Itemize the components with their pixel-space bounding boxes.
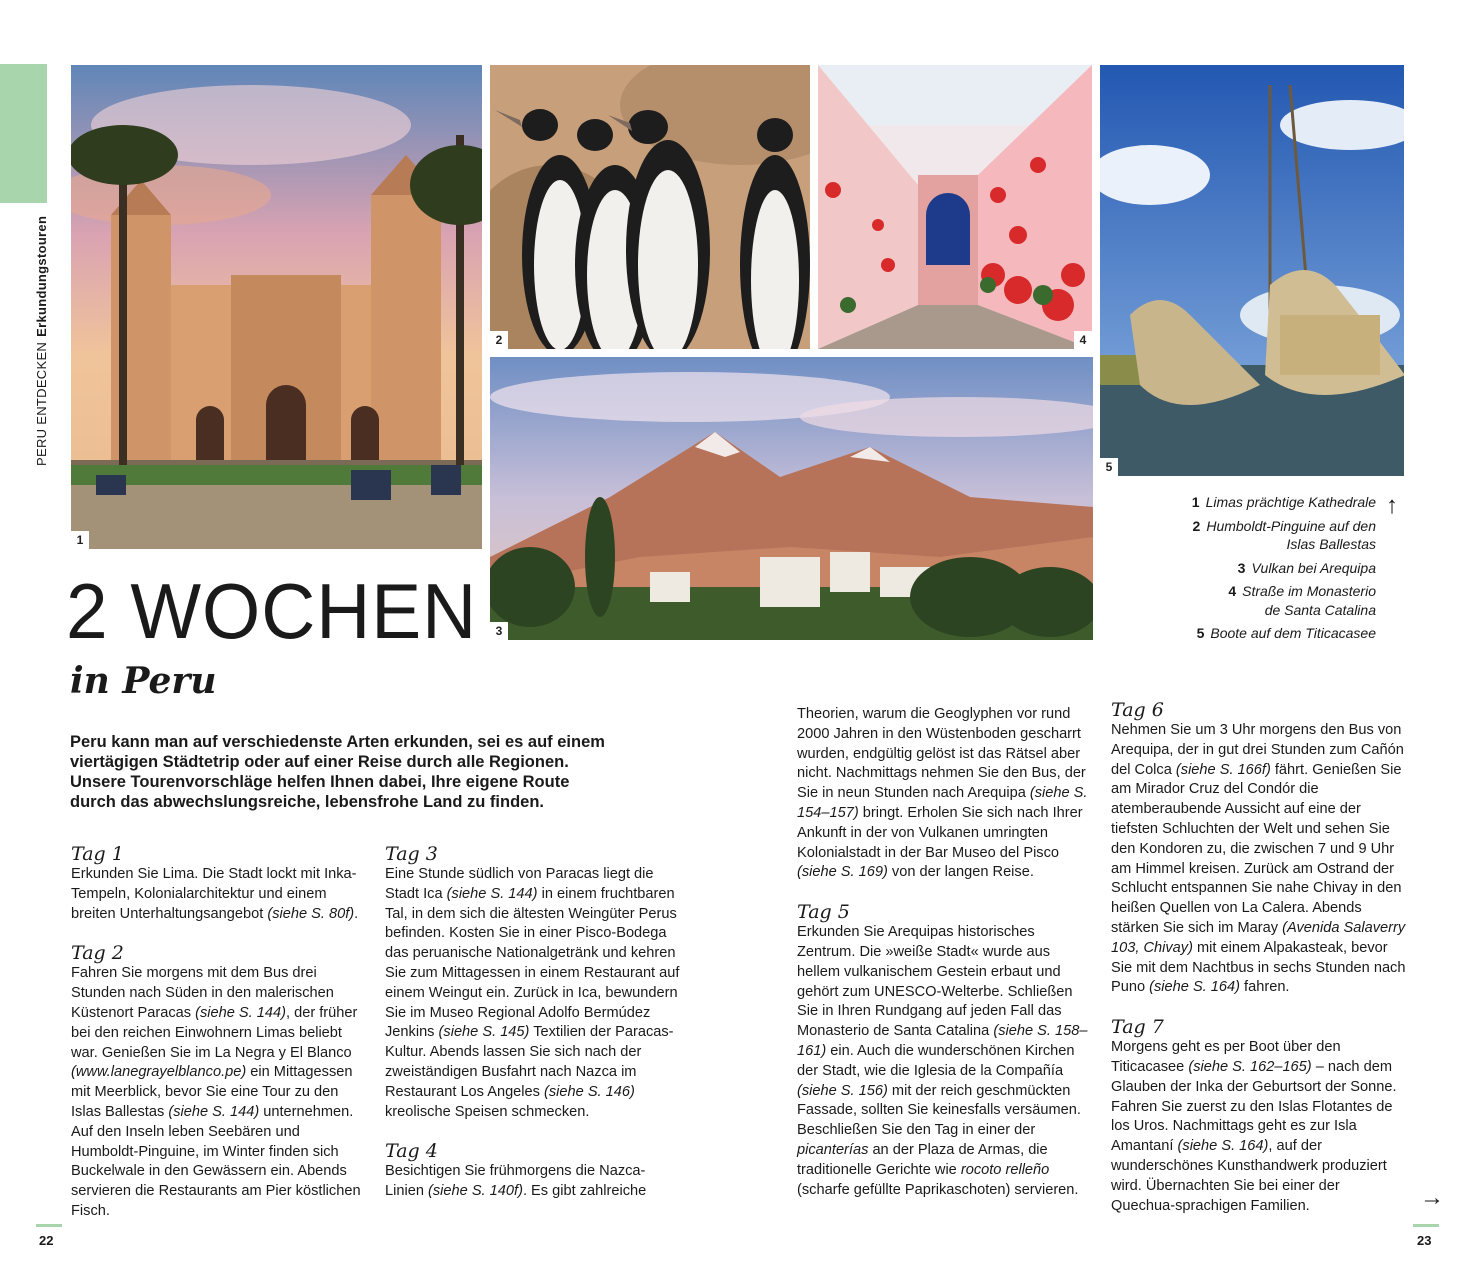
day-text: Erkunden Sie Lima. Die Stadt lockt mit Inka-Tempeln, Kolonialarchitektur und einem breiten Unterhaltungsangebot (siehe S. 80f). <box>71 866 359 922</box>
day-heading: Tag 7 <box>1111 1016 1164 1039</box>
photo-number: 2 <box>490 331 508 349</box>
caption-item: 3 Vulkan bei Arequipa <box>1237 559 1376 576</box>
day-text: Erkunden Sie Arequipas historisches Zentrum. Die »weiße Stadt« wurde aus hellem vulkanischem Gestein erbaut und gehört zum UNESCO-Welterbe. Schließen Sie in Ihren Rundgang auf jeden Fall das Monasterio de Santa Catalina (siehe S. 158–161) ein. Auch die wunderschönen Kirchen der Stadt, wie die Iglesia de la Compañía (siehe S. 156) mit der reich geschmückten Fassade, sollten Sie keinesfalls versäumen. Beschließen Sie den Tag in einer der picanterías an der Plaza de Armas, die traditionelle Gerichte wie rocoto relleño (scharfe gefüllte Paprikaschoten) servieren. <box>797 924 1088 1198</box>
day-text: Besichtigen Sie frühmorgens die Nazca-Linien (siehe S. 140f). Es gibt zahlreiche <box>385 1163 647 1200</box>
cathedral-photo <box>71 65 482 549</box>
text-column-4 <box>1111 699 1407 1216</box>
caption-item: 2 Humboldt-Pinguine auf den Islas Ballestas <box>1192 517 1376 552</box>
caption-item: 4 Straße im Monasterio de Santa Catalina <box>1228 583 1376 618</box>
day-text: Eine Stunde südlich von Paracas liegt die Stadt Ica (siehe S. 144) in einem fruchtbaren Tal, in dem sich die ältesten Weingüter Perus befinden. Kosten Sie in einer Pisco-Bodega das peruanische Nationalgetränk und kehren Sie zum Mittagessen in einem Restaurant auf einem Weingut ein. Zurück in Ica, bewundern Sie im Museo Regional Adolfo Bermúdez Jenkins (siehe S. 145) Textilien der Paracas-Kultur. Abends lassen Sie sich nach der zweiständigen Busfahrt nach Nazca im Restaurant Los Angeles (siehe S. 146) kreolische Speisen schmecken. <box>385 866 680 1120</box>
day-heading: Tag 5 <box>797 901 850 924</box>
chapter-label: Erkundungstouren <box>34 215 49 337</box>
day-text: Morgens geht es per Boot über den Titicacasee (siehe S. 162–165) – nach dem Glauben der Inka der Geburtsort der Sonne. Fahren Sie zuerst zu den Islas Flotantes de los Uros. Nachmittags geht es zur Isla Amantaní (siehe S. 164), auf der wunderschönes Kunsthandwerk produziert wird. Übernachten Sie bei einer der Quechua-sprachigen Familien. <box>1111 1039 1397 1214</box>
running-head <box>34 216 49 466</box>
folio-bar <box>36 1224 62 1227</box>
page-subtitle: in Peru <box>70 660 217 702</box>
penguins-photo <box>490 65 810 349</box>
day-heading: Tag 3 <box>385 843 438 865</box>
photo-number: 4 <box>1074 331 1092 349</box>
monastery-street-photo <box>818 65 1092 349</box>
volcano-photo <box>490 357 1093 640</box>
day-heading: Tag 4 <box>385 1140 438 1163</box>
page-number-left: 22 <box>39 1233 54 1248</box>
text-column-3 <box>797 705 1090 1200</box>
page-title: 2 WOCHEN <box>66 567 478 655</box>
page-number-right: 23 <box>1417 1233 1432 1248</box>
day-text: Nehmen Sie um 3 Uhr morgens den Bus von Arequipa, der in gut drei Stunden zum Cañón del Colca (siehe S. 166f) fährt. Genießen Sie am Mirador Cruz del Condór die atemberaubende Aussicht auf eine der tiefsten Schluchten der Welt und sehen Sie den Kondoren zu, die zwischen 7 und 9 Uhr am Himmel kreisen. Zurück am Ostrand der Schlucht entspannen Sie nahe Chivay in den heißen Quellen von La Calera. Abends stärken Sie sich im Maray (Avenida Salaverry 103, Chivay) mit einem Alpakasteak, bevor Sie mit dem Nachtbus in sechs Stunden nach Puno (siehe S. 164) fahren. <box>1111 722 1406 996</box>
text-column-1 <box>71 843 363 1222</box>
section-label: PERU ENTDECKEN <box>34 341 49 466</box>
photo-number: 3 <box>490 622 508 640</box>
day-heading: Tag 2 <box>71 942 124 965</box>
text-column-2 <box>385 843 680 1202</box>
photo-number: 5 <box>1100 458 1118 476</box>
day-text: Fahren Sie morgens mit dem Bus drei Stunden nach Süden in den malerischen Küstenort Paracas (siehe S. 144), der früher bei den reichen Einwohnern Limas beliebt war. Genießen Sie im La Negra y El Blanco (www.lanegrayelblanco.pe) ein Mittagessen mit Meerblick, bevor Sie eine Tour zu den Islas Ballestas (siehe S. 144) unternehmen. Auf den Inseln leben Seebären und Humboldt-Pinguine, im Winter finden sich Buckelwale in den Gewässern ein. Abends servieren die Restaurants am Pier köstlichen Fisch. <box>71 965 361 1219</box>
reed-boats-photo <box>1100 65 1404 476</box>
day-text: Theorien, warum die Geoglyphen vor rund 2000 Jahren in den Wüstenboden gescharrt wurden, endgültig gelöst ist das Rätsel aber nicht. Nachmittags nehmen Sie den Bus, der Sie in neun Stunden nach Arequipa (siehe S. 154–157) bringt. Erholen Sie sich nach Ihrer Ankunft in der von Vulkanen umringten Kolonialstadt in der Bar Museo del Pisco (siehe S. 169) von der langen Reise. <box>797 706 1088 881</box>
photo-captions <box>1186 493 1376 648</box>
day-heading: Tag 6 <box>1111 699 1164 721</box>
arrow-right-icon: → <box>1420 1184 1444 1211</box>
intro-paragraph: Peru kann man auf verschiedenste Arten erkunden, sei es auf einem viertägigen Städtetrip oder auf einer Reise durch alle Regionen. Unsere Tourenvorschläge helfen Ihnen dabei, Ihre eigene Route durch das abwechslungsreiche, lebensfrohe Land zu finden. <box>70 733 605 811</box>
photo-number: 1 <box>71 531 89 549</box>
caption-item: 1 Limas prächtige Kathedrale <box>1191 494 1376 510</box>
arrow-up-icon: ↑ <box>1386 492 1398 519</box>
folio-bar <box>1413 1224 1439 1227</box>
caption-item: 5 Boote auf dem Titicacasee <box>1196 625 1376 641</box>
section-tab <box>0 64 47 203</box>
day-heading: Tag 1 <box>71 843 124 865</box>
